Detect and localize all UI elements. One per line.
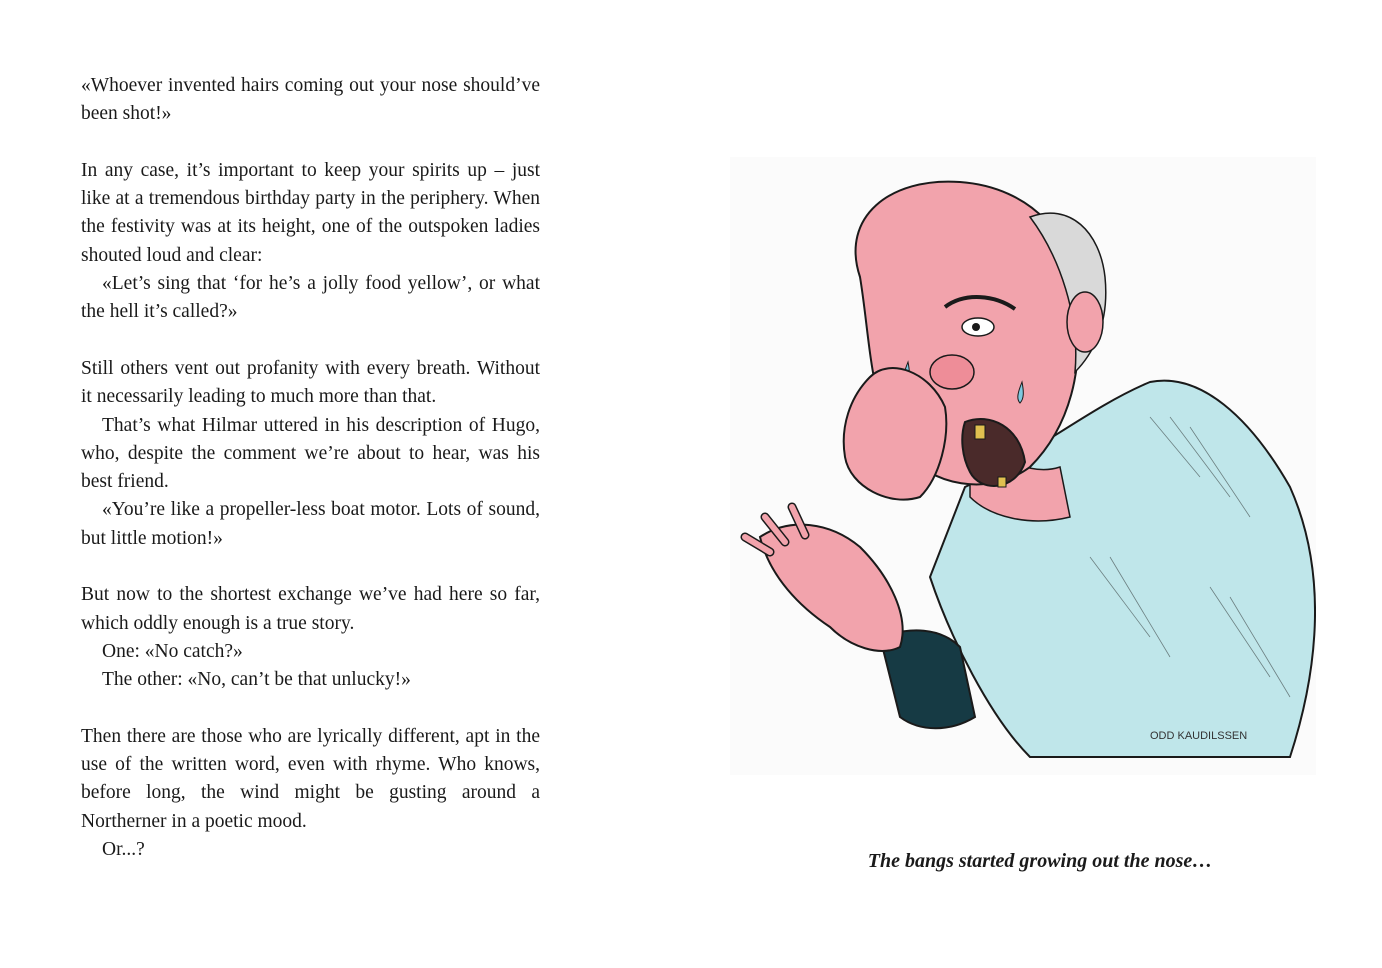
- paragraph: Then there are those who are lyrically different, apt in the use of the written word, even with rhyme. Who knows, before long, the wind might be gusting around a Northerner in a poetic mood.: [81, 725, 540, 832]
- paragraph: In any case, it’s important to keep your spirits up – just like at a tremendous birthday party in the periphery. When the festivity was at its height, one of the outspoken ladies shouted loud and clear:: [81, 159, 540, 266]
- paragraph: «You’re like a propeller-less boat motor. Lots of sound, but little motion!»: [81, 499, 540, 549]
- cartoon-illustration: [730, 157, 1316, 775]
- illustration-caption: The bangs started growing out the nose…: [867, 850, 1213, 872]
- paragraph: That’s what Hilmar uttered in his description of Hugo, who, despite the comment we’re about to hear, was his best friend.: [81, 414, 540, 493]
- pupil: [972, 323, 980, 331]
- tooth: [975, 425, 985, 439]
- paragraph: One: «No catch?»: [102, 640, 243, 662]
- nose-hand: [844, 368, 947, 500]
- paragraph-gap: [81, 129, 540, 157]
- paragraph-gap: [81, 695, 540, 723]
- paragraph: Still others vent out profanity with every breath. Without it necessarily leading to much more than that.: [81, 357, 540, 408]
- paragraph: The other: «No, can’t be that unlucky!»: [102, 669, 411, 691]
- paragraph-gap: [81, 327, 540, 355]
- tooth: [998, 477, 1006, 487]
- cartoon-svg: [730, 157, 1316, 775]
- paragraph-gap: [81, 553, 540, 581]
- paragraph: «Whoever invented hairs coming out your nose should’ve been shot!»: [81, 75, 540, 125]
- paragraph: Or...?: [102, 839, 145, 861]
- left-page-text: [81, 72, 540, 864]
- artist-signature: ODD KAUDILSSEN: [1150, 730, 1248, 742]
- paragraph: But now to the shortest exchange we’ve had here so far, which oddly enough is a true story.: [81, 584, 540, 634]
- ear: [1067, 292, 1103, 352]
- paragraph: «Let’s sing that ‘for he’s a jolly food yellow’, or what the hell it’s called?»: [81, 273, 540, 323]
- nose: [930, 355, 974, 389]
